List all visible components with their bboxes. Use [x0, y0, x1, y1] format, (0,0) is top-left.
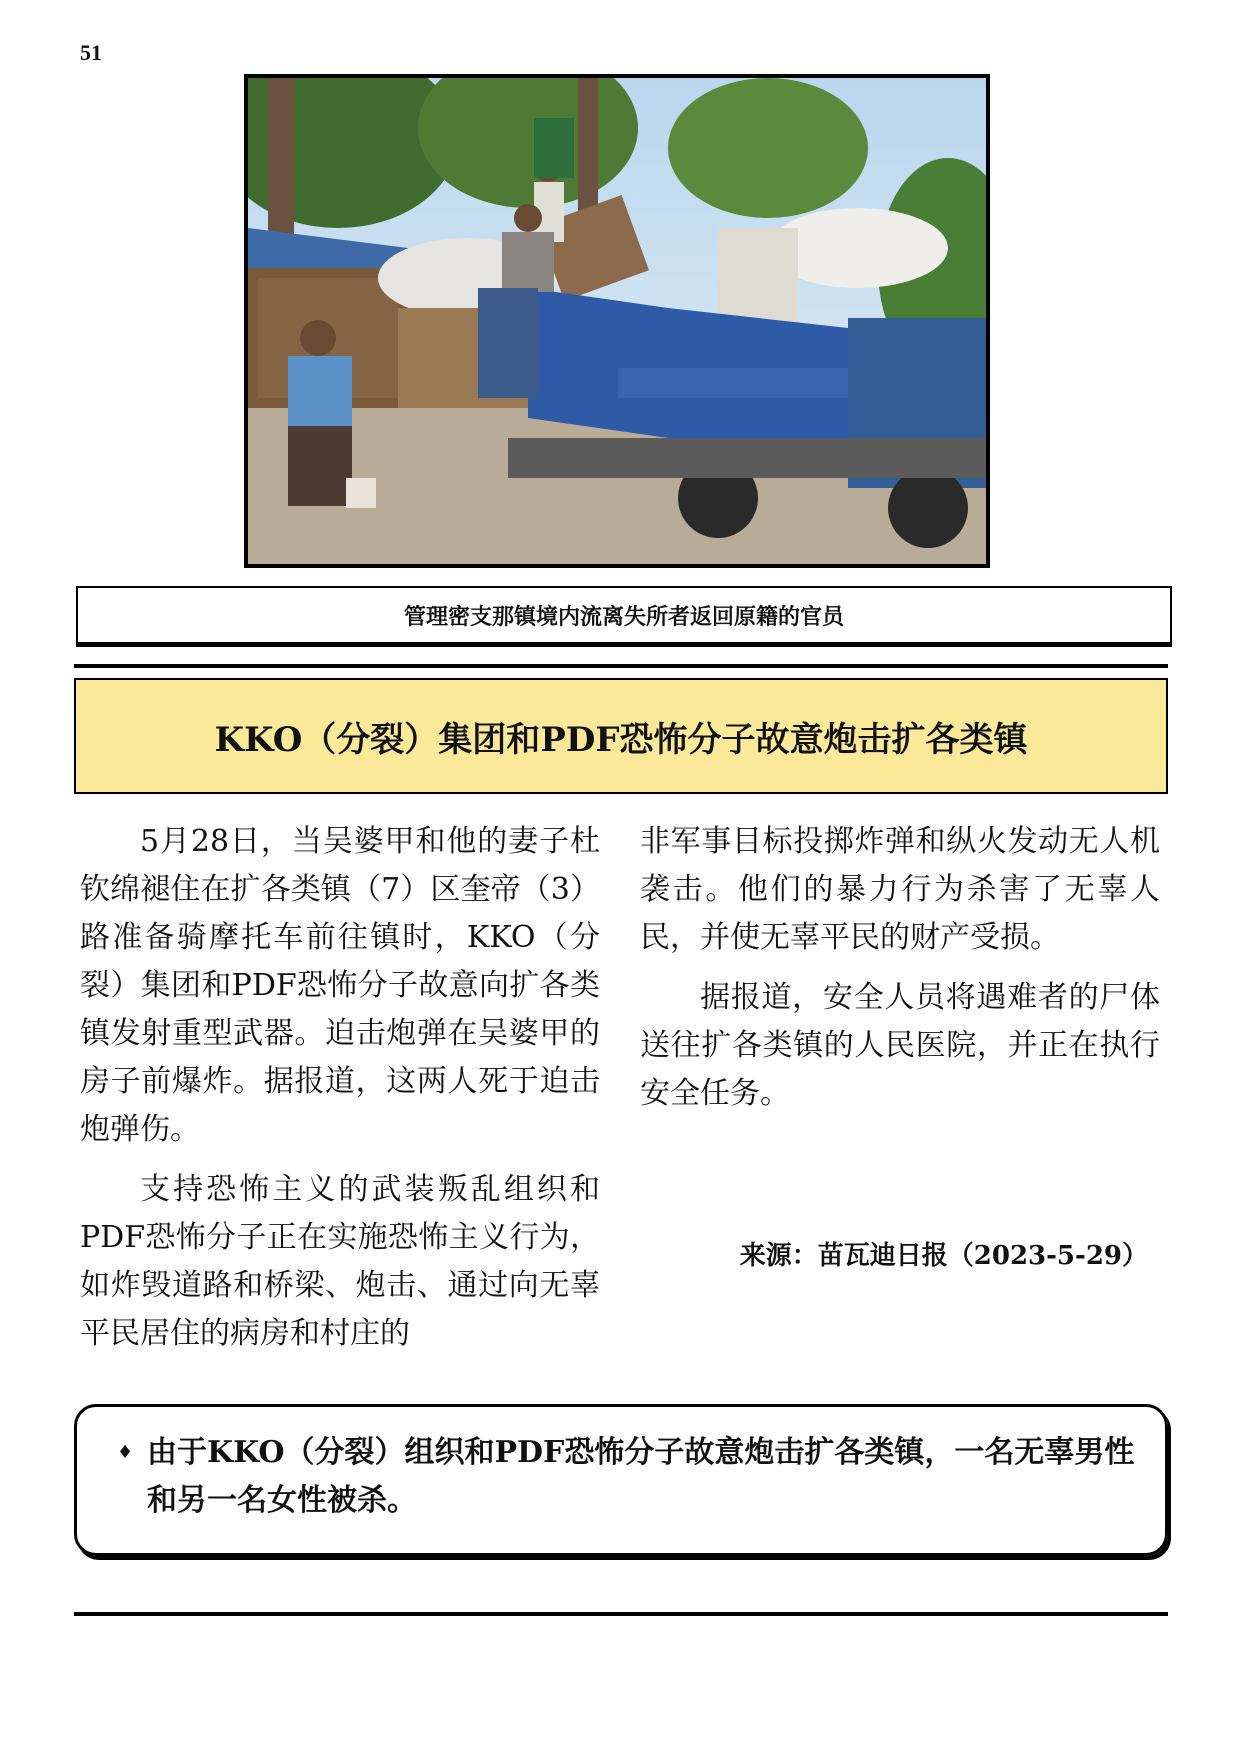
- news-photo: [244, 74, 990, 568]
- top-divider: [74, 664, 1168, 668]
- summary-text: 由于KKO（分裂）组织和PDF恐怖分子故意炮击扩各类镇，一名无辜男性和另一名女性被杀。: [147, 1435, 1135, 1518]
- page-number: 51: [80, 40, 102, 65]
- article-source: 来源：苗瓦迪日报（2023-5-29）: [739, 1241, 1148, 1271]
- article-column-left: [80, 818, 600, 1370]
- article-paragraph: 非军事目标投掷炸弹和纵火发动无人机袭击。他们的暴力行为杀害了无辜人民，并使无辜平民的财产受损。: [640, 824, 1160, 955]
- photo-truck-loading-belongings-icon: [248, 78, 986, 564]
- article-title: KKO（分裂）集团和PDF恐怖分子故意炮击扩各类镇: [74, 678, 1168, 794]
- article-paragraph: 据报道，安全人员将遇难者的尸体送往扩各类镇的人民医院，并正在执行安全任务。: [640, 980, 1160, 1111]
- article-column-right: [640, 818, 1160, 1130]
- article-paragraph: 支持恐怖主义的武装叛乱组织和PDF恐怖分子正在实施恐怖主义行为，如炸毁道路和桥梁、炮击、通过向无辜平民居住的病房和村庄的: [80, 1172, 600, 1351]
- photo-caption: 管理密支那镇境内流离失所者返回原籍的官员: [76, 586, 1172, 644]
- summary-box: [74, 1404, 1168, 1556]
- bottom-divider: [74, 1612, 1168, 1616]
- summary-item: [117, 1429, 1141, 1525]
- diamond-bullet-icon: ♦: [117, 1442, 134, 1463]
- article-paragraph: 5月28日，当吴婆甲和他的妻子杜钦绵褪住在扩各类镇（7）区奎帝（3）路准备骑摩托车前往镇时，KKO（分裂）集团和PDF恐怖分子故意向扩各类镇发射重型武器。迫击炮弹在吴婆甲的房子前爆炸。据报道，这两人死于迫击炮弹伤。: [80, 824, 600, 1147]
